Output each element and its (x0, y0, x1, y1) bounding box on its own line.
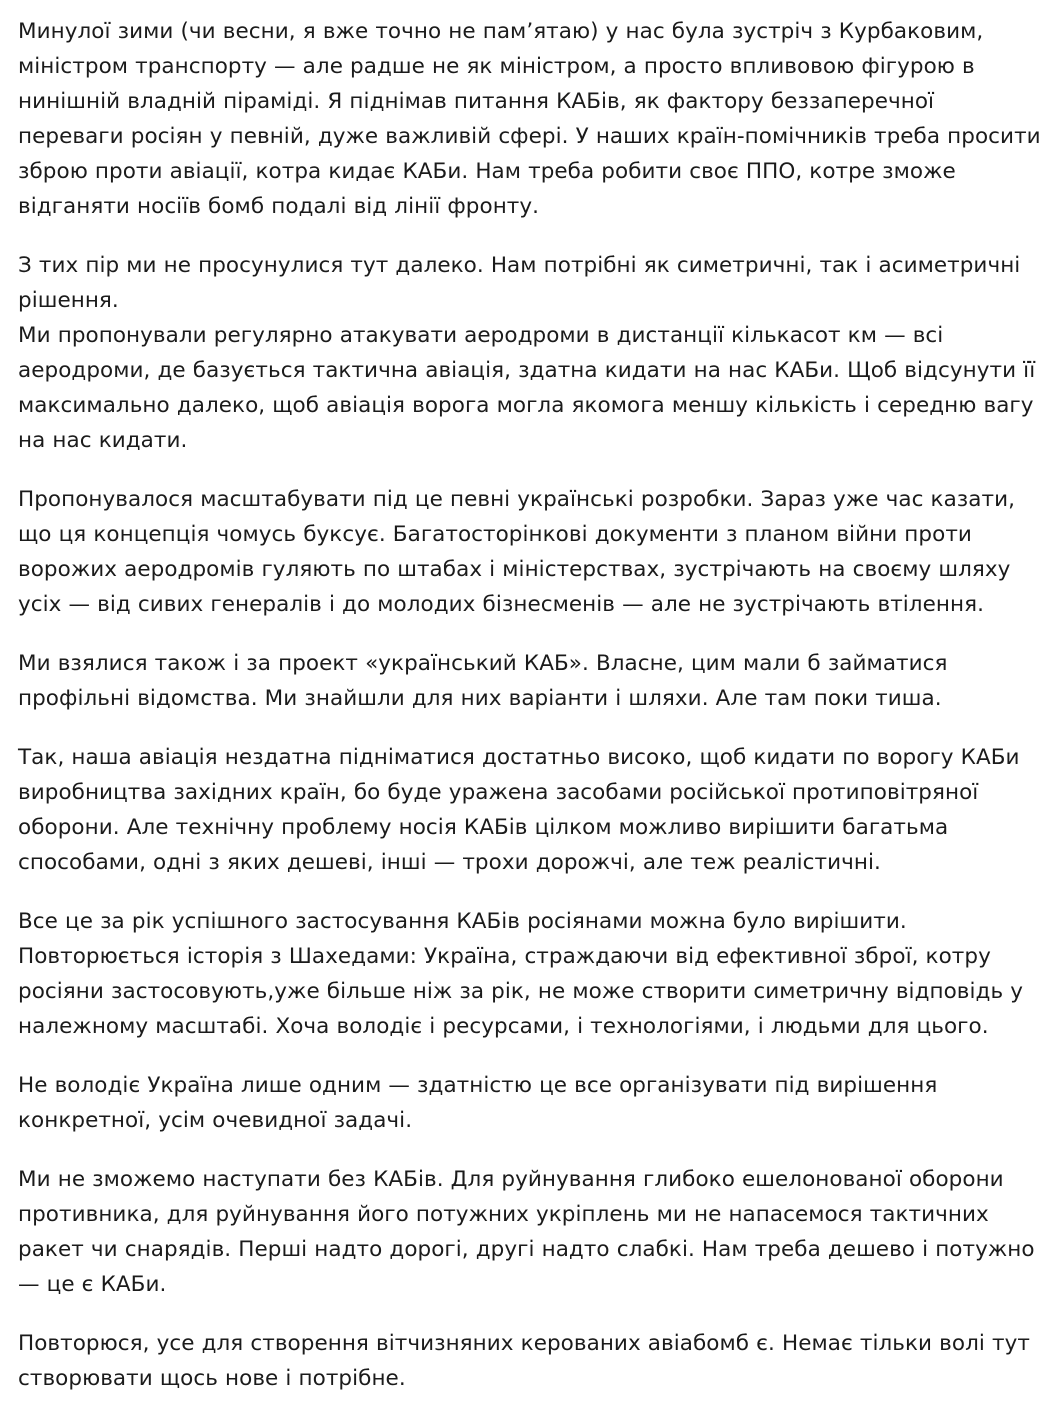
paragraph-9: Ми не зможемо наступати без КАБів. Для руйнування глибоко ешелонованої оборони противника, для руйнування його потужних укріплень ми не напасемося тактичних ракет чи снарядів. Перші надто дорогі, другі надто слабкі. Нам треба дешево і потужно — це є КАБи. (18, 1167, 1035, 1297)
paragraph-6: Так, наша авіація нездатна підніматися достатньо високо, щоб кидати по ворогу КАБи виробництва західних країн, бо буде уражена засобами російської протиповітряної оборони. Але технічну проблему носія КАБів цілком можливо вирішити багатьма способами, одні з яких дешеві, інші — трохи дорожчі, але теж реалістичні. (18, 745, 1020, 875)
paragraph-8: Не володіє Україна лише одним — здатністю це все організувати під вирішення конкретної, усім очевидної задачі. (18, 1073, 938, 1133)
paragraph-7: Все це за рік успішного застосування КАБів росіянами можна було вирішити. Повторюється історія з Шахедами: Україна, страждаючи від ефективної зброї, котру росіяни застосовують,уже більше ніж за рік, не може створити симетричну відповідь у належному масштабі. Хоча володіє і ресурсами, і технологіями, і людьми для цього. (18, 909, 1024, 1039)
paragraph-3: Ми пропонували регулярно атакувати аеродроми в дистанції кількасот км — всі аеродроми, де базується тактична авіація, здатна кидати на нас КАБи. Щоб відсунути її максимально далеко, щоб авіація ворога могла якомога меншу кількість і середню вагу на нас кидати. (18, 323, 1036, 453)
paragraph-4: Пропонувалося масштабувати під це певні українські розробки. Зараз уже час казати, що ця концепція чомусь буксує. Багатосторінкові документи з планом війни проти ворожих аеродромів гуляють по штабах і міністерствах, зустрічають на своєму шляху усіх — від сивих генералів і до молодих бізнесменів — але не зустрічають втілення. (18, 487, 1015, 617)
paragraph-10: Повторюся, усе для створення вітчизняних керованих авіабомб є. Немає тільки волі тут створювати щось нове і потрібне. (18, 1331, 1030, 1391)
paragraph-2: З тих пір ми не просунулися тут далеко. Нам потрібні як симетричні, так і асиметричні рішення. (18, 253, 1021, 313)
paragraph-5: Ми взялися також і за проект «український КАБ». Власне, цим мали б займатися профільні відомства. Ми знайшли для них варіанти і шляхи. Але там поки тиша. (18, 651, 948, 711)
paragraph-1: Минулої зими (чи весни, я вже точно не пам’ятаю) у нас була зустріч з Курбаковим, міністром транспорту — але радше не як міністром, а просто впливовою фігурою в нинішній владній піраміді. Я піднімав питання КАБів, як фактору беззаперечної переваги росіян у певній, дуже важливій сфері. У наших країн-помічників треба просити зброю проти авіації, котра кидає КАБи. Нам треба робити своє ППО, котре зможе відганяти носіїв бомб подалі від лінії фронту. (18, 19, 1041, 219)
